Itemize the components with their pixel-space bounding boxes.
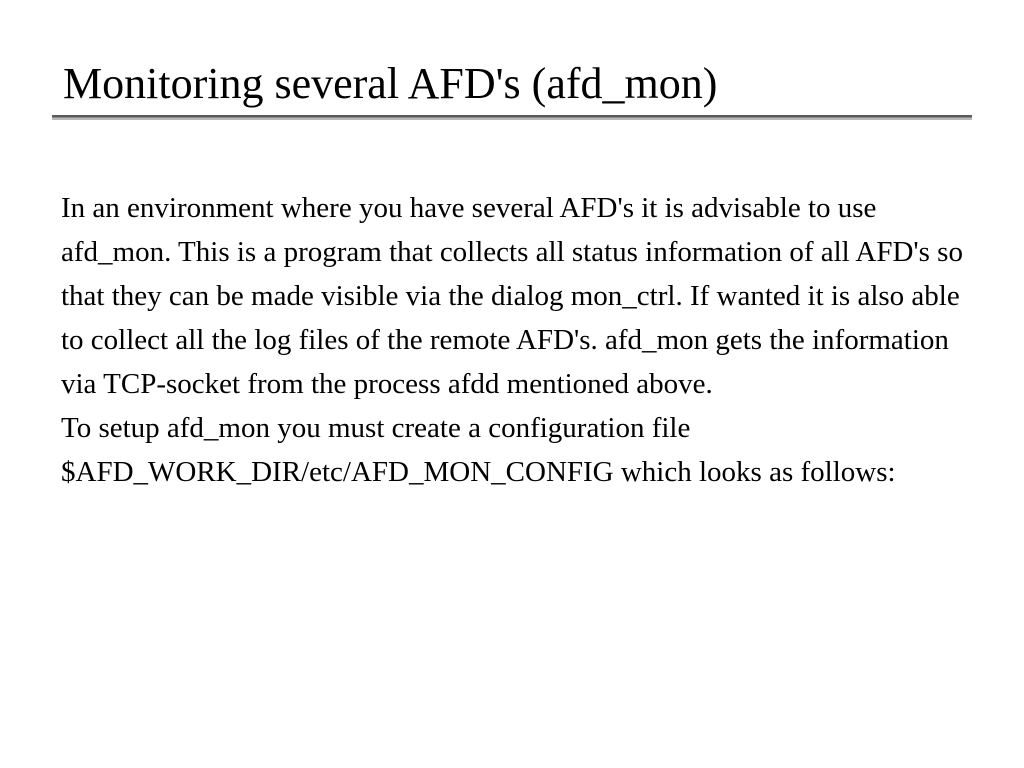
page-title: Monitoring several AFD's (afd_mon) (63, 59, 718, 108)
paragraph-setup: To setup afd_mon you must create a configuration file $AFD_WORK_DIR/etc/AFD_MON_CONFIG which looks as follows: (61, 412, 896, 488)
title-divider (52, 115, 972, 120)
paragraph-intro: In an environment where you have several AFD's it is advisable to use afd_mon. This is a program that collects all status information of all AFD's so that they can be made visible via the dialog mon_ctrl. If wanted it is also able to collect all the log files of the remote AFD's. afd_mon gets the information via TCP-socket from the process afdd mentioned above. (61, 192, 963, 400)
body-text (61, 186, 976, 494)
